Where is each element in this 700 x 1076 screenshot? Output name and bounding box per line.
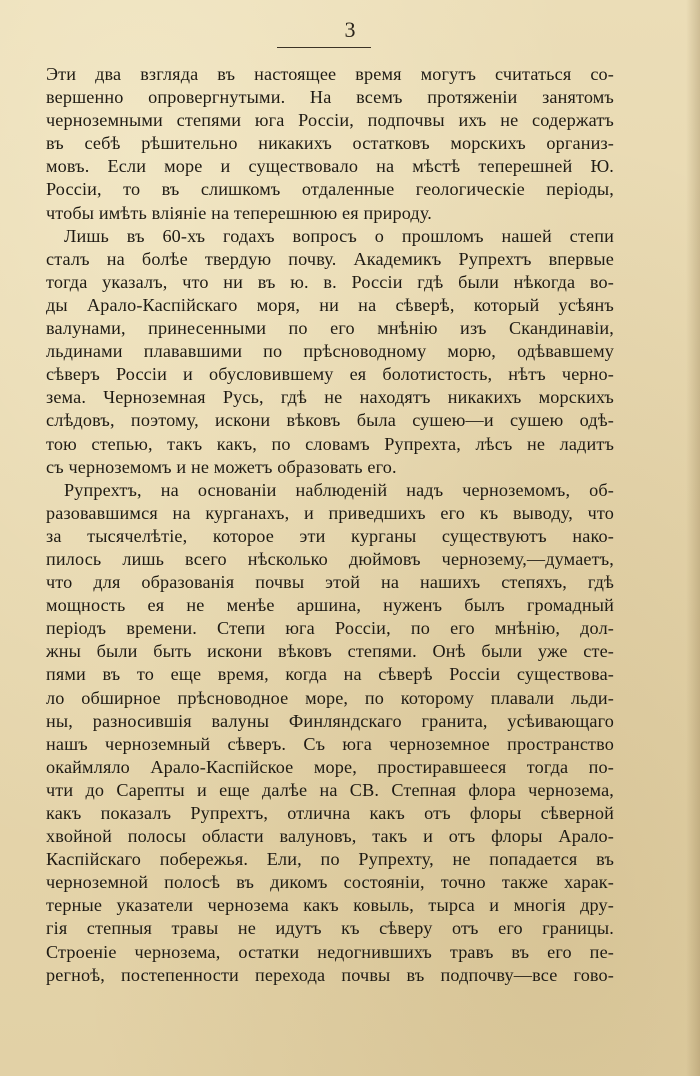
text-line: льдинами плававшими по прѣсноводному морю, одѣвавшему [46,341,614,362]
text-line: ны, разносившія валуны Финляндскаго гранита, усѣивающаго [46,710,614,731]
text-line: нашъ черноземный сѣверъ. Съ юга черноземное пространство [46,733,614,754]
page-number: 3 [344,17,356,42]
text-line: черноземными степями юга Россіи, подпочвы ихъ не содержатъ [46,110,614,131]
text-line: ло обширное прѣсноводное море, по которому плавали льди- [46,687,614,708]
text-line: мовъ. Если море и существовало на мѣстѣ теперешней Ю. [46,156,614,177]
text-line: чтобы имѣть вліяніе на теперешнюю ея природу. [46,202,432,223]
header-rule [277,47,371,48]
text-line: что для образованія почвы этой на нашихъ степяхъ, гдѣ [46,572,614,593]
text-line: Россіи, то въ слишкомъ отдаленные геологическіе періоды, [46,179,614,200]
text-line: Лишь въ 60-хъ годахъ вопросъ о прошломъ нашей степи [64,225,614,246]
text-line: пями въ то еще время, когда на сѣверѣ Россіи существова- [46,664,614,685]
text-line: Рупрехтъ, на основаніи наблюденій надъ черноземомъ, об- [64,479,614,500]
text-line: тогда указалъ, что ни въ ю. в. Россіи гдѣ были нѣкогда во- [46,271,614,292]
body-text [46,63,614,987]
text-line: вершенно опровергнутыми. На всемъ протяженіи занятомъ [46,87,614,108]
text-line: періодъ времени. Степи юга Россіи, по его мнѣнію, дол- [46,618,614,639]
text-line: съ черноземомъ и не можетъ образовать его. [46,456,397,477]
text-line: Каспійскаго побережья. Ели, по Рупрехту, не попадается въ [46,849,614,870]
text-line: Строеніе чернозема, остатки недогнившихъ травъ въ его пе- [46,941,614,962]
text-line: валунами, принесенными по его мнѣнію изъ Скандинавіи, [46,318,614,339]
text-line: хвойной полосы области валуновъ, такъ и отъ флоры Арало- [46,826,614,847]
text-line: окаймляло Арало-Каспійское море, простиравшееся тогда по- [46,756,614,777]
text-line: какъ показалъ Рупрехтъ, отлична какъ отъ флоры сѣверной [46,803,614,823]
page-edge-shadow [686,0,700,1076]
text-line: ды Арало-Каспійскаго моря, ни на сѣверѣ, который усѣянъ [46,294,614,315]
text-line: регноѣ, постепенности перехода почвы въ подпочву—все гово- [46,964,614,985]
text-line: за тысячелѣтіе, которое эти курганы существуютъ нако- [46,525,614,546]
text-line: зема. Черноземная Русь, гдѣ не находятъ никакихъ морскихъ [46,387,614,408]
text-line: тою степью, такъ какъ, по словамъ Рупрехта, лѣсъ не ладитъ [46,433,614,454]
text-line: чти до Сарепты и еще далѣе на СВ. Степная флора чернозема, [46,779,614,800]
text-line: сталъ на болѣе твердую почву. Академикъ Рупрехтъ впервые [46,248,614,269]
text-line: въ себѣ рѣшительно никакихъ остатковъ морскихъ организ- [46,133,614,154]
text-line: Эти два взгляда въ настоящее время могутъ считаться со- [46,64,614,84]
text-line: мощность ея не менѣе аршина, нуженъ былъ громадный [46,595,614,616]
text-line: терные указатели чернозема какъ ковыль, тырса и многія дру- [46,895,614,916]
text-line: слѣдовъ, поэтому, искони вѣковъ была сушею—и сушею одѣ- [46,410,614,431]
text-line: пилось лишь всего нѣсколько дюймовъ чернозему,—думаетъ, [46,548,614,569]
text-line: жны были быть искони вѣковъ степями. Онѣ были уже сте- [46,641,614,662]
text-line: черноземной полосѣ въ дикомъ состояніи, точно также харак- [46,872,614,893]
text-line: гія степныя травы не идутъ къ сѣверу отъ его границы. [46,918,614,939]
text-line: сѣверъ Россіи и обусловившему ея болотистость, нѣтъ черно- [46,364,614,385]
text-line: разовавшимся на курганахъ, и приведшихъ его къ выводу, что [46,502,614,523]
